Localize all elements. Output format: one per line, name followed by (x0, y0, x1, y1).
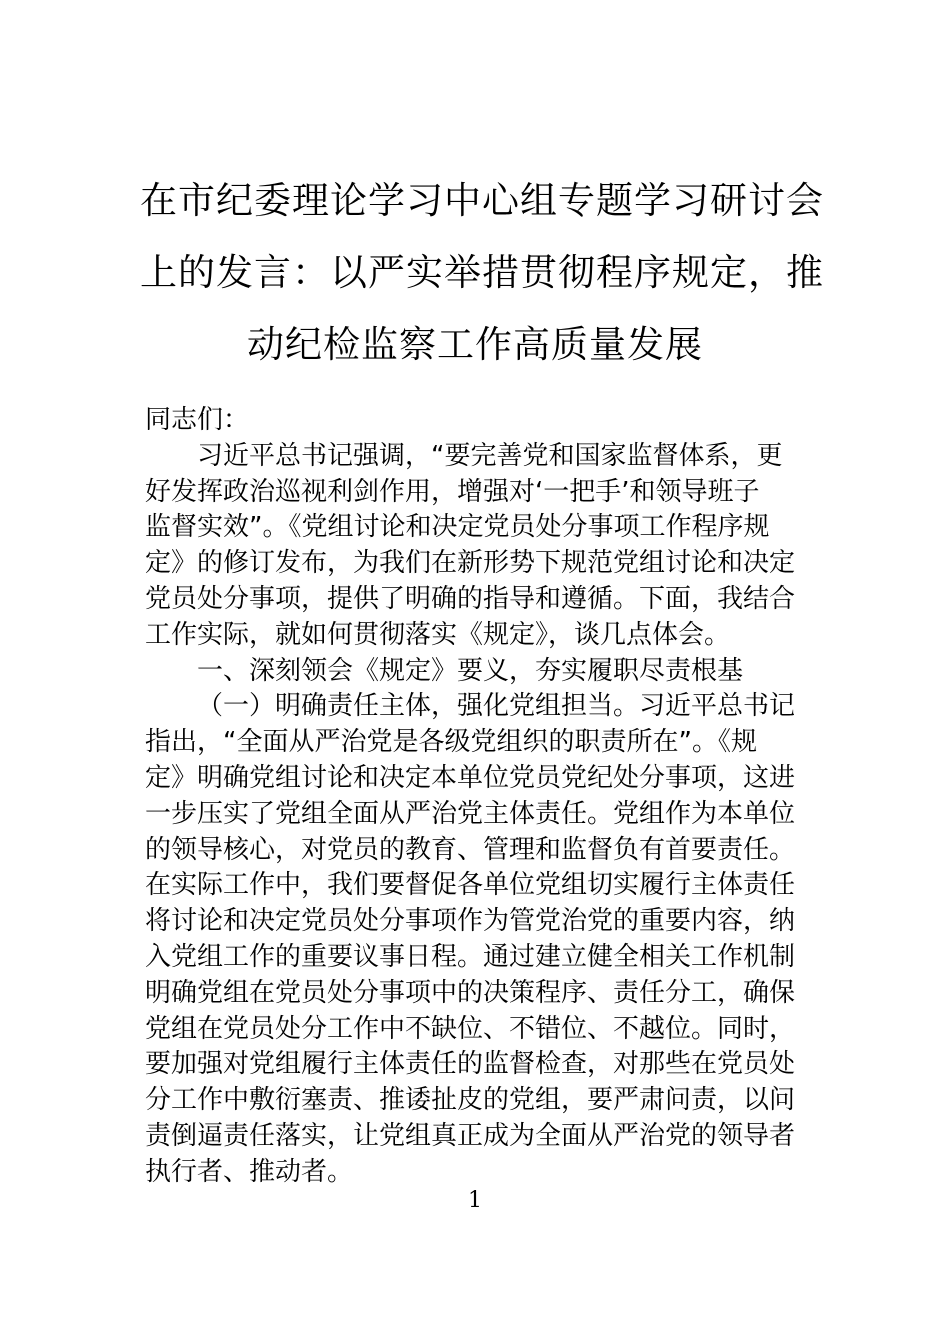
title-line: 上的发言：以严实举措贯彻程序规定，推 (140, 251, 824, 294)
paragraph-line: 入党组工作的重要议事日程。通过建立健全相关工作机制 (145, 941, 796, 972)
paragraph-line: （一）明确责任主体，强化党组担当。习近平总书记 (197, 691, 796, 722)
paragraph-line: 监督实效”。《党组讨论和决定党员处分事项工作程序规 (145, 512, 770, 543)
paragraph-line: 指出，“全面从严治党是各级党组织的职责所在”。《规 (145, 727, 757, 758)
paragraph-line: 党组在党员处分工作中不缺位、不错位、不越位。同时， (145, 1013, 796, 1044)
paragraph-line: 的领导核心，对党员的教育、管理和监督负有首要责任。 (145, 834, 796, 865)
paragraph-line: 分工作中敷衍塞责、推诿扯皮的党组，要严肃问责，以问 (145, 1085, 796, 1116)
paragraph-line: 一步压实了党组全面从严治党主体责任。党组作为本单位 (145, 798, 796, 829)
paragraph-line: 执行者、推动者。 (145, 1156, 354, 1187)
paragraph-line: 定》明确党组讨论和决定本单位党员党纪处分事项，这进 (145, 762, 796, 793)
paragraph-line: 工作实际，就如何贯彻落实《规定》，谈几点体会。 (145, 619, 731, 650)
paragraph-line: 党员处分事项，提供了明确的指导和遵循。下面，我结合 (145, 583, 796, 614)
paragraph-line: 好发挥政治巡视利剑作用，增强对‘一把手’和领导班子 (145, 476, 760, 507)
document-body (145, 403, 805, 1191)
salutation: 同志们： (145, 405, 250, 435)
page-number: 1 (468, 1188, 482, 1213)
title-line: 动纪检监察工作高质量发展 (247, 323, 703, 366)
paragraph-line: 将讨论和决定党员处分事项作为管党治党的重要内容，纳 (145, 906, 796, 937)
paragraph-line: 习近平总书记强调，“要完善党和国家监督体系，更 (197, 440, 783, 471)
title-line: 在市纪委理论学习中心组专题学习研讨会 (140, 179, 824, 222)
document-title (140, 165, 824, 381)
paragraph-line: 责倒逼责任落实，让党组真正成为全面从严治党的领导者 (145, 1120, 796, 1151)
section-heading: 一、深刻领会《规定》要义，夯实履职尽责根基 (197, 655, 744, 686)
paragraph-line: 要加强对党组履行主体责任的监督检查，对那些在党员处 (145, 1049, 796, 1080)
paragraph-line: 在实际工作中，我们要督促各单位党组切实履行主体责任 (145, 870, 796, 901)
paragraph-line: 定》的修订发布，为我们在新形势下规范党组讨论和决定 (145, 548, 796, 579)
paragraph-line: 明确党组在党员处分事项中的决策程序、责任分工，确保 (145, 977, 796, 1008)
